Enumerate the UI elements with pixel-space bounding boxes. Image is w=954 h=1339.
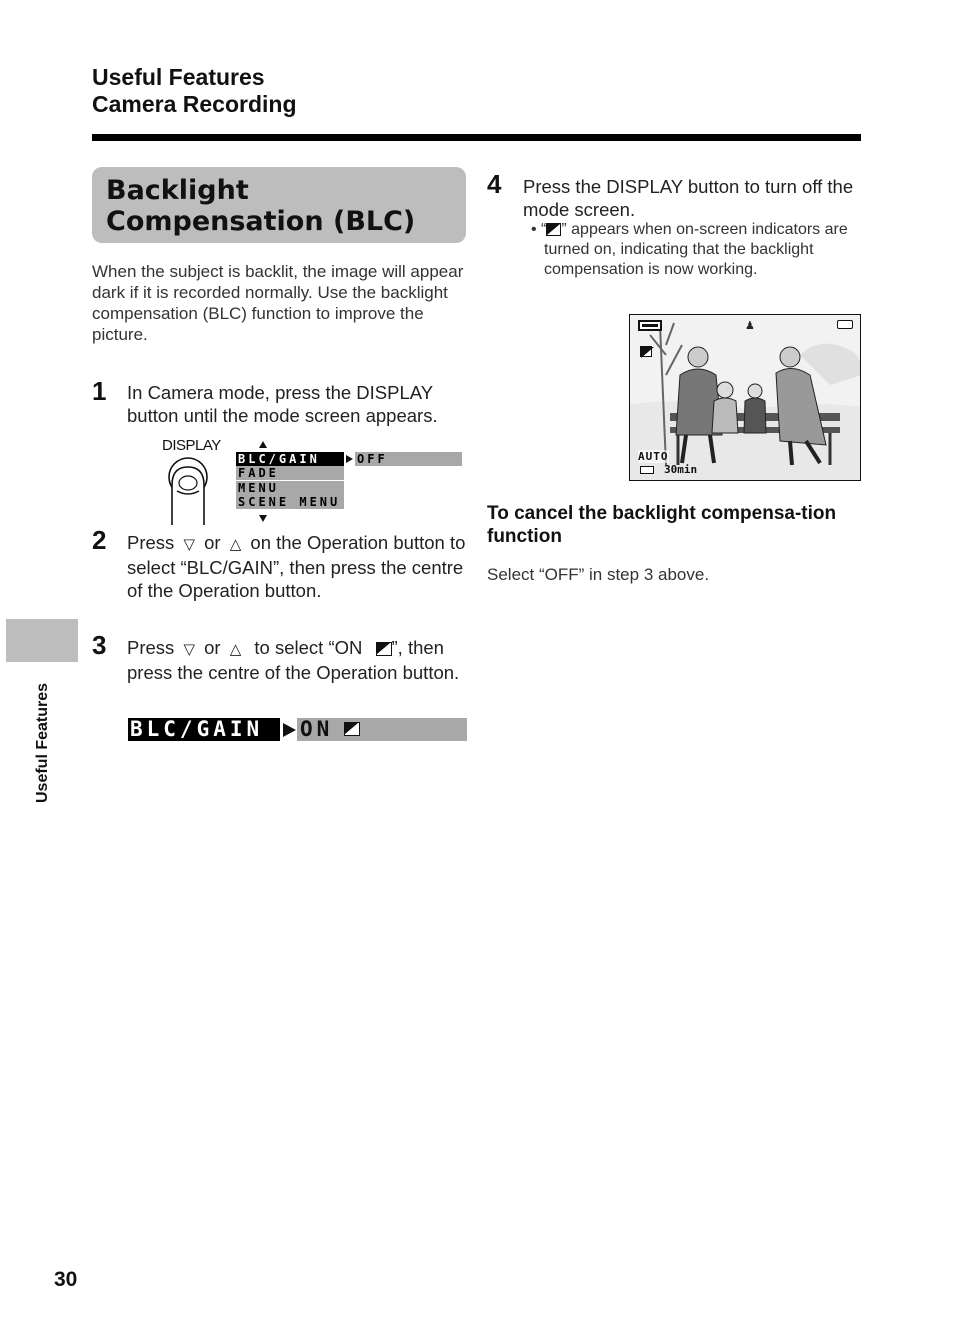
header-rule (92, 134, 861, 141)
step-1-text: In Camera mode, press the DISPLAY button until the mode screen appears. (127, 382, 438, 426)
value-pointer-icon (346, 455, 353, 463)
up-triangle-icon: △ (229, 641, 242, 658)
setting-value: ON (300, 717, 334, 741)
backlight-icon (376, 642, 392, 656)
intro-paragraph: When the subject is backlit, the image will appear dark if it is recorded normally. Use the backlight compensation (BLC) function to improve the picture. (92, 262, 464, 344)
chapter-header (92, 64, 297, 118)
menu-value-off: OFF (355, 452, 462, 466)
down-triangle-icon: ▽ (183, 536, 195, 553)
menu-item-scene-menu: SCENE MENU (236, 495, 344, 509)
cancel-text: Select “OFF” in step 3 above. (487, 565, 710, 584)
step-2-number: 2 (92, 525, 107, 555)
page-number: 30 (54, 1268, 78, 1291)
up-triangle-icon: △ (229, 536, 242, 553)
side-tab-label: Useful Features (34, 682, 51, 803)
step-2-text: Press ▽ or △ on the Operation button to select “BLC/GAIN”, then press the centre of the Operation button. (127, 532, 466, 601)
down-triangle-icon: ▽ (183, 641, 195, 658)
display-label: DISPLAY (162, 437, 221, 454)
step-4-note: • “ ” appears when on-screen indicators are turned on, indicating that the backlight compensation is now working. (531, 221, 848, 278)
tape-remaining-icon (640, 466, 654, 474)
person-mode-icon: ♟ (745, 320, 755, 332)
step-4-text: Press the DISPLAY button to turn off the mode screen. (523, 176, 854, 220)
chapter-title: Useful Features (92, 64, 265, 90)
chapter-subtitle: Camera Recording (92, 91, 297, 117)
side-tab (6, 619, 78, 662)
setting-label: BLC/GAIN (128, 718, 280, 741)
menu-item-menu: MENU (236, 481, 344, 495)
remaining-time: 30min (664, 463, 698, 476)
step-1-number: 1 (92, 376, 107, 406)
viewfinder-illustration (629, 314, 861, 481)
backlight-icon (344, 722, 360, 736)
step-4-number: 4 (487, 169, 502, 199)
scroll-up-arrow-icon (259, 441, 267, 448)
section-title: Backlight Compensation (BLC) (106, 175, 416, 237)
cancel-heading: To cancel the backlight compensa-tion function (487, 503, 837, 547)
display-button-icon (160, 455, 216, 527)
backlight-icon (640, 346, 652, 357)
tape-icon (837, 320, 853, 329)
setting-value-box (297, 718, 467, 741)
step-3-text: Press ▽ or △ to select “ON ”, then press the centre of the Operation button. (127, 637, 460, 683)
backlight-icon (546, 223, 561, 236)
menu-item-blc-gain: BLC/GAIN (236, 452, 344, 466)
battery-icon (638, 320, 662, 331)
section-title-box (92, 167, 466, 243)
setting-pointer-icon (283, 723, 296, 737)
recording-mode: AUTO (638, 450, 669, 463)
menu-item-fade: FADE (236, 466, 344, 480)
scroll-down-arrow-icon (259, 515, 267, 522)
step-3-number: 3 (92, 630, 107, 660)
